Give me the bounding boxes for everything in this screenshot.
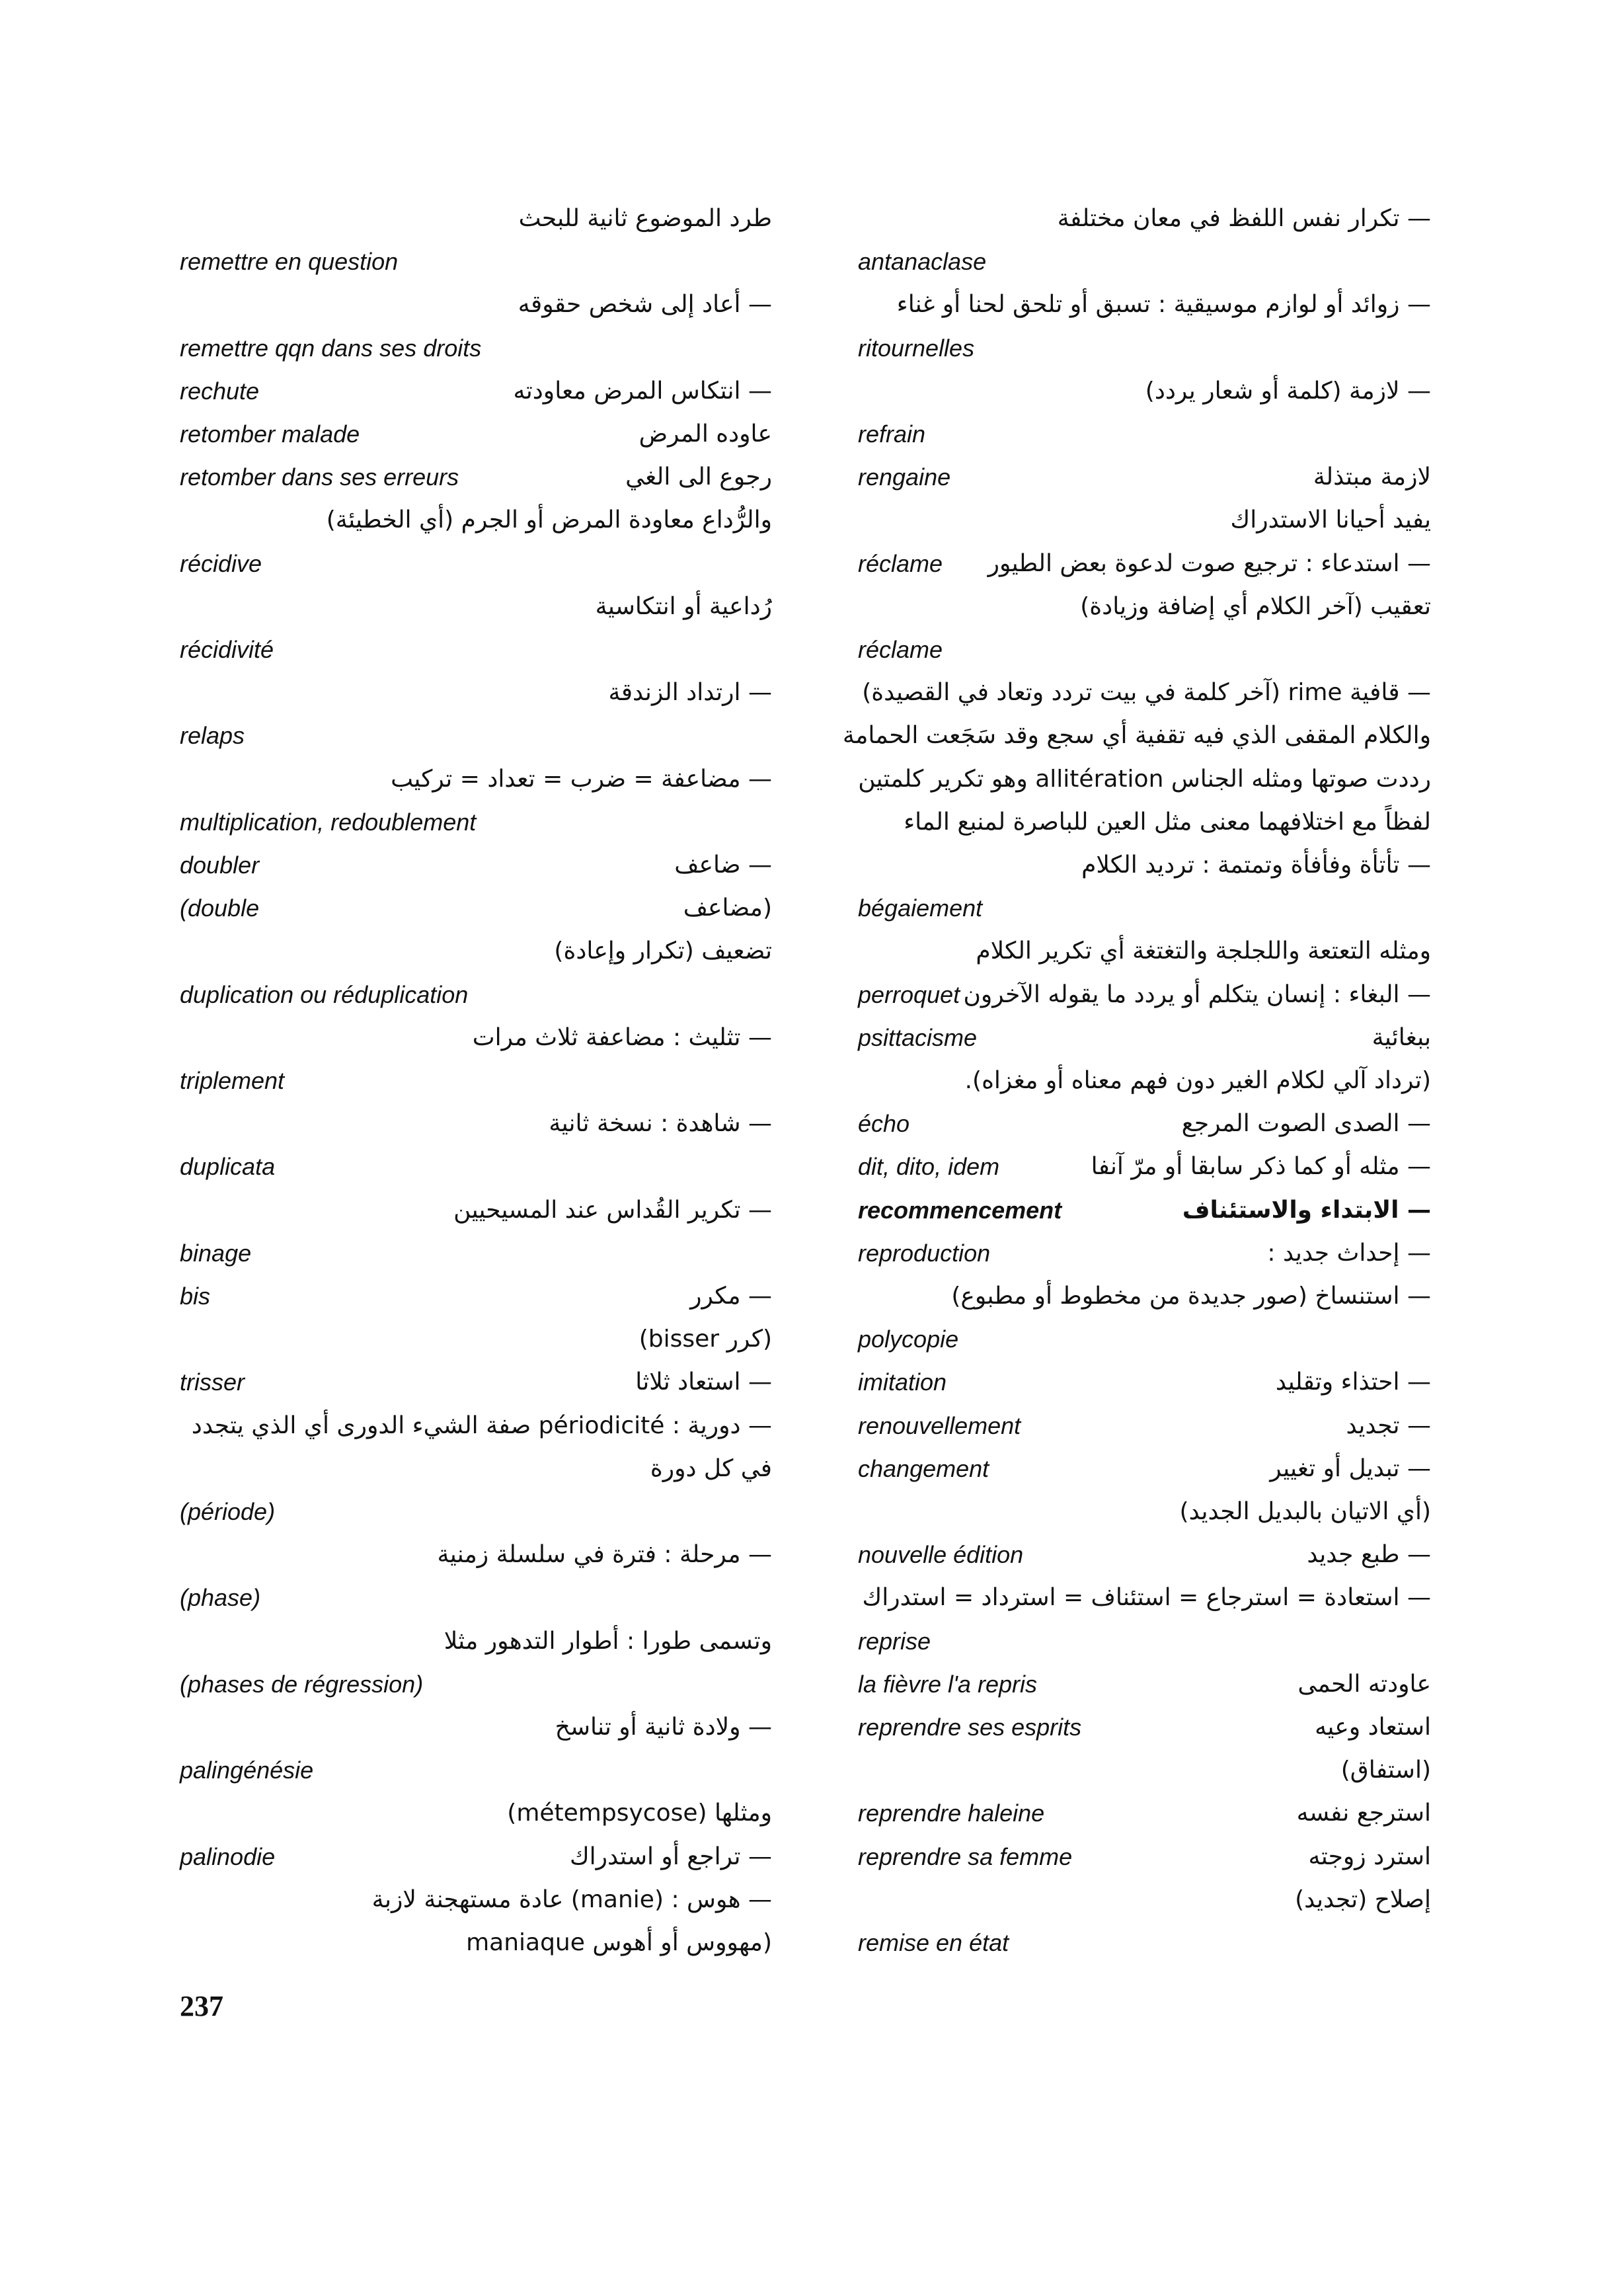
- french-term: (double: [180, 894, 260, 922]
- french-term: retomber malade: [180, 420, 360, 448]
- french-term: rengaine: [858, 463, 951, 491]
- arabic-definition: — زوائد أو لوازم موسيقية : تسبق أو تلحق لحنا أو غناء: [896, 291, 1431, 318]
- french-term: remettre qqn dans ses droits: [180, 335, 482, 362]
- french-term: reproduction: [858, 1240, 991, 1267]
- arabic-definition: وتسمى طورا : أطوار التدهور مثلا: [444, 1628, 772, 1655]
- french-term: dit, dito, idem: [858, 1153, 1000, 1180]
- arabic-definition: لفظاً مع اختلافهما معنى مثل العين للباصرة لمنبع الماء: [904, 809, 1431, 836]
- arabic-definition: ببغائية: [1372, 1024, 1431, 1051]
- arabic-definition: — الصدى الصوت المرجع: [1181, 1110, 1431, 1137]
- french-term: ritournelles: [858, 335, 975, 362]
- french-term: antanaclase: [858, 248, 987, 275]
- french-term: retomber dans ses erreurs: [180, 463, 459, 491]
- arabic-definition: (استفاق): [1340, 1757, 1431, 1784]
- arabic-definition: — طبع جديد: [1307, 1541, 1431, 1568]
- arabic-definition: تضعيف (تكرار وإعادة): [554, 937, 772, 965]
- french-term: remettre en question: [180, 248, 399, 275]
- french-term: bégaiement: [858, 894, 983, 922]
- arabic-definition: — ولادة ثانية أو تناسخ: [555, 1714, 772, 1741]
- french-term: changement: [858, 1455, 989, 1482]
- french-term: imitation: [858, 1368, 947, 1396]
- arabic-definition: تعقيب (آخر الكلام أي إضافة وزيادة): [1080, 593, 1431, 620]
- french-term: reprise: [858, 1628, 931, 1655]
- french-term: (phases de régression): [180, 1671, 424, 1698]
- french-term: reprendre ses esprits: [858, 1714, 1082, 1741]
- arabic-definition: (ترداد آلي لكلام الغير دون فهم معناه أو مغزاه).: [964, 1067, 1431, 1094]
- arabic-definition: — مثله أو كما ذكر سابقا أو مرّ آنفا: [1091, 1153, 1431, 1180]
- arabic-definition: والكلام المقفى الذي فيه تقفية أي سجع وقد سَجَعت الحمامة: [842, 722, 1431, 749]
- french-term: récidivité: [180, 636, 274, 663]
- french-term: duplicata: [180, 1153, 276, 1180]
- arabic-definition: ومثلها (métempsycose): [507, 1800, 772, 1827]
- french-term: binage: [180, 1240, 252, 1267]
- arabic-definition: — احتذاء وتقليد: [1275, 1368, 1431, 1396]
- arabic-definition: — تكرير القُداس عند المسيحيين: [453, 1197, 772, 1224]
- arabic-definition: — تأتأة وفأفأة وتمتمة : ترديد الكلام: [1081, 851, 1431, 879]
- french-term: palinodie: [180, 1843, 276, 1870]
- french-term: triplement: [180, 1067, 285, 1094]
- french-term: doubler: [180, 851, 260, 879]
- french-term: récidive: [180, 550, 262, 577]
- french-term: duplication ou réduplication: [180, 981, 469, 1008]
- arabic-definition: — قافية rime (آخر كلمة في بيت تردد وتعاد في القصيدة): [862, 679, 1431, 706]
- arabic-definition: في كل دورة: [650, 1455, 772, 1482]
- french-term: nouvelle édition: [858, 1541, 1024, 1568]
- arabic-definition: — إحداث جديد :: [1267, 1240, 1431, 1267]
- arabic-definition: — هوس : (manie) عادة مستهجنة لازبة: [371, 1886, 772, 1913]
- french-term: relaps: [180, 722, 245, 749]
- arabic-definition: — ارتداد الزندقة: [608, 679, 772, 706]
- arabic-definition: — الابتداء والاستئناف: [1182, 1197, 1431, 1224]
- arabic-definition: استرجع نفسه: [1296, 1800, 1431, 1827]
- arabic-definition: عاوده المرض: [638, 420, 772, 448]
- page-number: 237: [180, 1990, 223, 2022]
- arabic-definition: يفيد أحيانا الاستدراك: [1230, 506, 1431, 534]
- french-term: écho: [858, 1110, 910, 1137]
- arabic-definition: — شاهدة : نسخة ثانية: [549, 1110, 772, 1137]
- arabic-definition: — دورية : périodicité صفة الشيء الدورى أي الذي يتجدد: [191, 1412, 772, 1439]
- french-term: recommencement: [858, 1197, 1062, 1224]
- french-term: renouvellement: [858, 1412, 1021, 1439]
- arabic-definition: — استعاد ثلاثا: [635, 1368, 772, 1396]
- french-term: refrain: [858, 420, 926, 448]
- french-term: palingénésie: [180, 1757, 314, 1784]
- arabic-definition: رُداعية أو انتكاسية: [595, 593, 772, 620]
- arabic-definition: — مضاعفة = ضرب = تعداد = تركيب: [391, 766, 772, 793]
- arabic-definition: — تراجع أو استدراك: [570, 1843, 772, 1870]
- arabic-definition: — انتكاس المرض معاودته: [513, 377, 772, 405]
- french-term: polycopie: [858, 1326, 959, 1353]
- arabic-definition: — أعاد إلى شخص حقوقه: [518, 291, 772, 318]
- arabic-definition: ومثله التعتعة واللجلجة والتغتغة أي تكرير الكلام: [976, 937, 1431, 965]
- arabic-definition: رجوع الى الغي: [625, 463, 772, 491]
- arabic-definition: — تثليث : مضاعفة ثلاث مرات: [472, 1024, 772, 1051]
- french-term: psittacisme: [858, 1024, 978, 1051]
- arabic-definition: لازمة مبتذلة: [1313, 463, 1431, 491]
- french-term: rechute: [180, 377, 260, 405]
- french-term: la fièvre l'a repris: [858, 1671, 1037, 1698]
- arabic-definition: — تبديل أو تغيير: [1270, 1455, 1431, 1482]
- arabic-definition: والرُّداع معاودة المرض أو الجرم (أي الخطيئة): [326, 506, 772, 534]
- french-term: (période): [180, 1498, 276, 1525]
- french-term: (phase): [180, 1584, 261, 1611]
- arabic-definition: — استنساخ (صور جديدة من مخطوط أو مطبوع): [951, 1283, 1431, 1310]
- arabic-definition: إصلاح (تجديد): [1295, 1886, 1431, 1913]
- arabic-definition: (مهووس أو أهوس maniaque: [466, 1929, 772, 1956]
- arabic-definition: (أي الاتيان بالبديل الجديد): [1179, 1498, 1431, 1525]
- arabic-definition: (كرر bisser): [638, 1326, 772, 1353]
- french-term: bis: [180, 1283, 211, 1310]
- arabic-definition: — تكرار نفس اللفظ في معان مختلفة: [1057, 205, 1431, 232]
- arabic-definition: — ضاعف: [674, 851, 772, 879]
- arabic-definition: رددت صوتها ومثله الجناس allitération وهو تكرير كلمتين: [858, 766, 1431, 793]
- french-term: multiplication, redoublement: [180, 809, 477, 836]
- french-term: trisser: [180, 1368, 245, 1396]
- arabic-definition: — مرحلة : فترة في سلسلة زمنية: [437, 1541, 772, 1568]
- french-term: perroquet: [858, 981, 960, 1008]
- arabic-definition: استرد زوجته: [1308, 1843, 1431, 1870]
- arabic-definition: — البغاء : إنسان يتكلم أو يردد ما يقوله الآخرون: [963, 981, 1431, 1008]
- french-term: remise en état: [858, 1929, 1009, 1956]
- french-term: reprendre sa femme: [858, 1843, 1073, 1870]
- french-term: réclame: [858, 636, 943, 663]
- arabic-definition: طرد الموضوع ثانية للبحث: [518, 205, 772, 232]
- french-term: réclame: [858, 550, 943, 577]
- arabic-definition: — استعادة = استرجاع = استئناف = استرداد = استدراك: [862, 1584, 1431, 1611]
- arabic-definition: — تجديد: [1346, 1412, 1431, 1439]
- arabic-definition: (مضاعف: [683, 894, 772, 922]
- arabic-definition: — استدعاء : ترجيع صوت لدعوة بعض الطيور: [987, 550, 1431, 577]
- arabic-definition: — لازمة (كلمة أو شعار يردد): [1145, 377, 1431, 405]
- arabic-definition: عاودته الحمى: [1297, 1671, 1431, 1698]
- french-term: reprendre haleine: [858, 1800, 1045, 1827]
- arabic-definition: — مكرر: [690, 1283, 772, 1310]
- arabic-definition: استعاد وعيه: [1315, 1714, 1431, 1741]
